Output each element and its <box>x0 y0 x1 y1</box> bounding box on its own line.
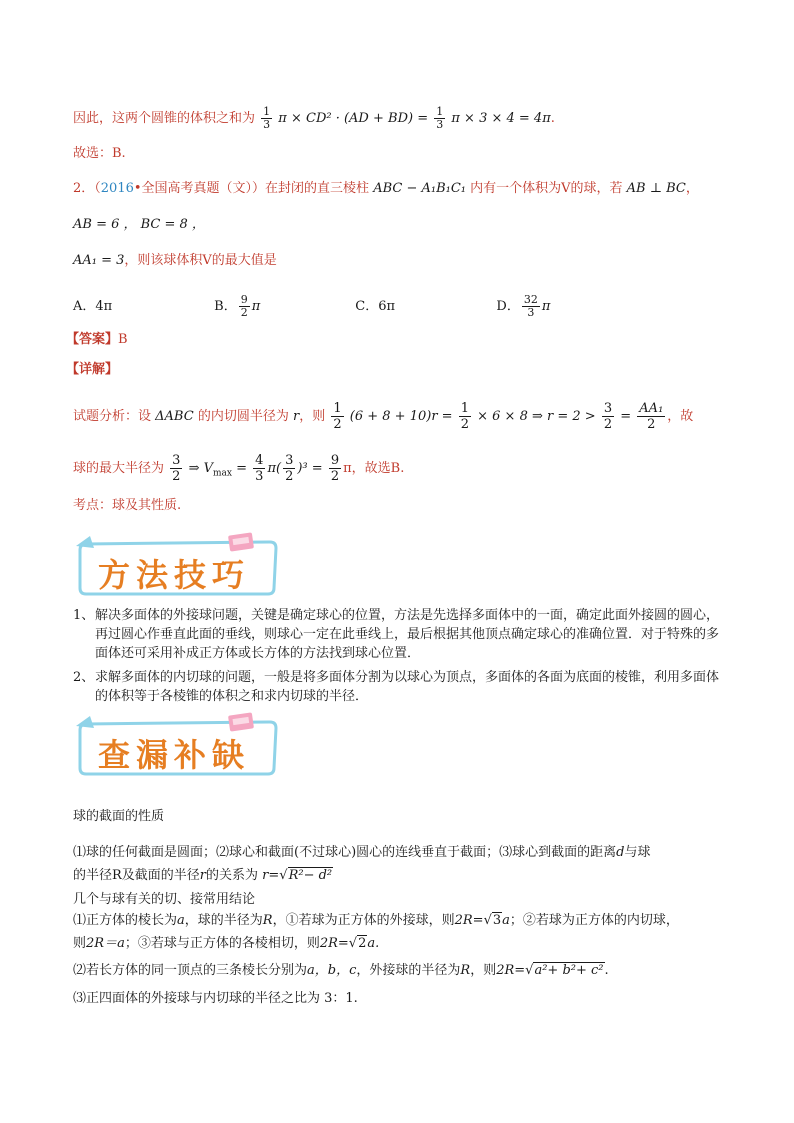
question-text-3: ，则该球体积V的最大值是 <box>124 253 277 268</box>
nine-halves-fraction: $\frac{9}{2}$ <box>330 453 340 484</box>
option-a[interactable]: A．4π <box>73 299 113 314</box>
option-b-fraction: $\frac{9}{2}$ <box>240 293 248 319</box>
banner-title: 方法技巧 <box>98 556 251 594</box>
one-third-fraction-2: $\frac{1}{3}$ <box>436 105 444 131</box>
question-source: •全国高考真题（文））在封闭的直三棱柱 <box>133 181 370 196</box>
tip-item-2: 2、 求解多面体的内切球的问题，一般是将多面体分割为以球心为顶点，多面体的各面为底面的棱锥，利用多面体的体积等于各棱锥的体积之和求内切球的半径． <box>73 670 720 704</box>
prism-formula: ABC − A₁B₁C₁ <box>373 181 466 196</box>
radius-fraction: $\frac{3}{2}$ <box>172 453 181 484</box>
intro-line <box>73 106 555 131</box>
option-b[interactable]: B． $\frac{9}{2}$ π <box>214 293 261 319</box>
analysis-point: 考点：球及其性质. <box>73 498 182 513</box>
intro-suffix: . <box>550 111 555 126</box>
four-thirds-fraction: $\frac{4}{3}$ <box>255 453 264 484</box>
review-c4: ⑶正四面体的外接球与内切球的半径之比为 3：1. <box>73 991 358 1006</box>
one-third-fraction: $\frac{1}{3}$ <box>263 105 271 131</box>
option-d-fraction: $\frac{32}{3}$ <box>523 293 538 319</box>
review-banner <box>74 712 279 778</box>
three-halves-fraction: $\frac{3}{2}$ <box>603 401 613 432</box>
aa1-formula: AA₁ = 3 <box>73 253 125 268</box>
options-row <box>73 290 633 324</box>
review-heading-2: 几个与球有关的切、接常用结论 <box>73 892 256 907</box>
detail-tag: 【详解】 <box>66 362 119 377</box>
analysis-line-1: 试题分析：设 ΔABC 的内切圆半径为 r，则 $\frac{1}{2}$ (6 + 8 + 10)r = $\frac{1}{2}$ × 6 × 8 ⇒ r = 2 > $\frac{3}{2}$ = $\frac{\text{AA₁}}{2}$ ，故 <box>73 401 694 432</box>
review-c3: ⑵若长方体的同一顶点的三条棱长分别为a，b，c，外接球的半径为R，则2R=√a²+ b²+ c². <box>73 963 609 978</box>
question-2-line-3 <box>73 252 277 270</box>
question-number: 2．（ <box>73 181 101 196</box>
review-c2: 则2R＝a；③若球与正方体的各棱相切，则2R=√2a. <box>73 936 380 951</box>
review-p1: ⑴球的任何截面是圆面；⑵球心和截面(不过球心)圆心的连线垂直于截面；⑶球心到截面的距离d与球 <box>73 845 651 860</box>
answer-value: B <box>118 332 128 347</box>
question-2-line-1: 2．（2016•全国高考真题（文））在封闭的直三棱柱 ABC − A₁B₁C₁ 内有一个体积为V的球，若 AB ⊥ BC， <box>73 181 699 196</box>
question-text-1: 内有一个体积为V的球，若 <box>470 181 623 196</box>
review-heading: 球的截面的性质 <box>73 809 165 824</box>
banner-title: 查漏补缺 <box>98 736 251 774</box>
analysis-prefix: 试题分析：设 <box>73 409 152 424</box>
half-fraction-2: $\frac{1}{2}$ <box>460 401 469 432</box>
question-2-line-2: AB = 6 ， BC = 8 ， <box>73 217 205 232</box>
review-c1: ⑴正方体的棱长为a，球的半径为R，①若球为正方体的外接球，则2R=√3a；②若球为正方体的内切球， <box>73 913 679 928</box>
method-tips-banner <box>74 532 279 596</box>
option-c[interactable]: C．6π <box>355 299 396 314</box>
answer-tag: 【答案】 <box>66 332 119 347</box>
condition-perpendicular: AB ⊥ BC <box>626 181 686 196</box>
option-d[interactable]: D． $\frac{32}{3}$ π <box>496 293 551 319</box>
three-halves-fraction-2: $\frac{3}{2}$ <box>285 453 294 484</box>
intro-formula-mid: π × CD² · (AD + BD) = <box>278 111 429 126</box>
aa1-half-fraction: $\frac{\text{AA₁}}{2}$ <box>639 401 664 432</box>
answer-line <box>66 331 128 349</box>
analysis-line-2: 球的最大半径为 $\frac{3}{2}$ ⇒ $V_{max}$ = $\frac{4}{3}$ π( $\frac{3}{2}$ )³ = $\frac{9}{2}$ π，故选B. <box>73 453 405 484</box>
choice-line: 故选：B. <box>73 146 126 161</box>
tip-item-1: 1、 解决多面体的外接球问题，关键是确定球心的位置，方法是先选择多面体中的一面，确定此面外接圆的圆心，再过圆心作垂直此面的垂线，则球心一定在此垂线上，最后根据其他顶点确定球心的准确位置．对于特殊的多面体还可采用补成正方体或长方体的方法找到球心位置． <box>73 608 720 661</box>
intro-prefix: 因此，这两个圆锥的体积之和为 <box>73 111 256 126</box>
triangle-abc: ΔABC <box>155 409 194 424</box>
intro-formula-end: π × 3 × 4 = 4π <box>451 111 551 126</box>
question-year: 2016 <box>100 181 134 196</box>
review-p2: 的半径R及截面的半径r的关系为 r=√R²− d² <box>73 868 333 883</box>
half-fraction: $\frac{1}{2}$ <box>333 401 342 432</box>
